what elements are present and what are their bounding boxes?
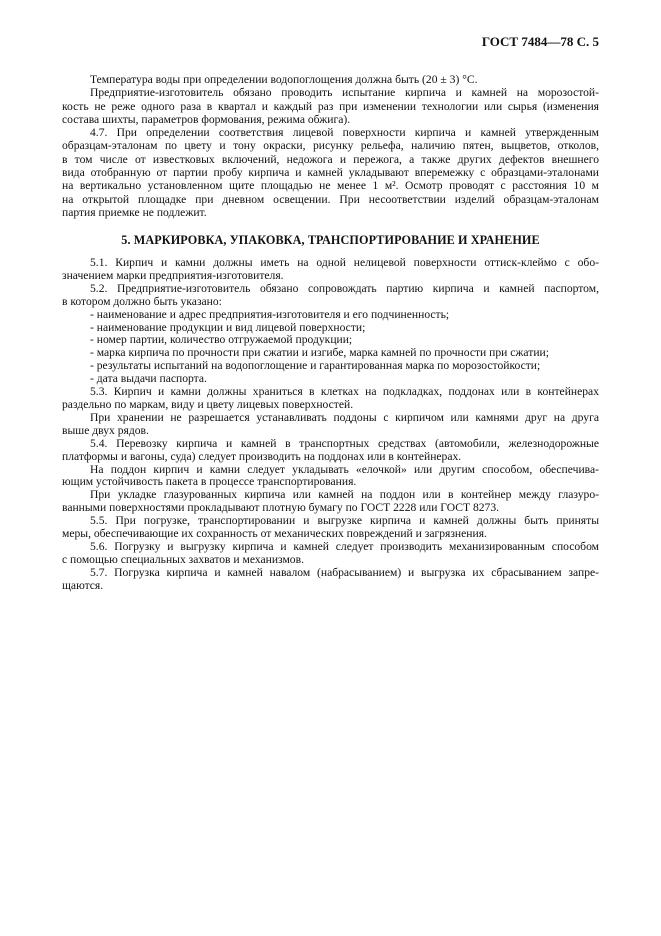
text-line: в том числе от известковых включений, недожога и пережога, а также других дефектов внешнего [62, 152, 599, 166]
text-line: состава шихты, параметров формования, режима обжига). [62, 112, 351, 126]
text-line: - результаты испытаний на водопоглощение и гарантированная марка по морозостойкости; [90, 359, 541, 373]
text-line: При укладке глазурованных кирпича или камней на поддон или в контейнер между глазуро- [90, 488, 599, 502]
text-line: на открытой площадке при дневном освещении. При несоответствии изделий образцам-эталонам [62, 192, 599, 206]
text-line: раздельно по маркам, виду и цвету лицевых поверхностей. [62, 397, 354, 411]
text-line: - марка кирпича по прочности при сжатии и изгибе, марка камней по прочности при сжатии; [90, 346, 549, 360]
text-line: на вертикально установленном щите площадью не менее 1 м². Осмотр проводят с расстояния 10 м [62, 179, 599, 193]
text-line: в котором должно быть указано: [62, 294, 222, 308]
paragraph [62, 515, 599, 541]
text-line: значением марки предприятия-изготовителя. [62, 268, 284, 282]
paragraph [62, 86, 599, 126]
paragraph [62, 309, 599, 322]
text-line: 5.2. Предприятие-изготовитель обязано сопровождать партию кирпича и камней паспортом, [90, 281, 599, 295]
paragraph [62, 489, 599, 515]
text-line: платформы и вагоны, суда) следует производить на поддонах или в контейнерах. [62, 449, 462, 463]
text-line: На поддон кирпич и камни следует укладывать «елочкой» или другим способом, обеспечива- [90, 462, 599, 476]
text-line: кость не реже одного раза в квартал и каждый раз при изменении технологии или сырья (изменения [62, 99, 599, 113]
text-line: образцам-эталонам по цвету и тону окраски, рисунку рельефа, наличию пятен, выцветов, отколов, [62, 139, 599, 153]
text-line: щаются. [62, 578, 104, 592]
paragraph [62, 257, 599, 283]
text-line: Температура воды при определении водопоглощения должна быть (20 ± 3) °С. [90, 73, 478, 86]
text-line: 5.7. Погрузка кирпича и камней навалом (набрасыванием) и выгрузка их сбрасыванием запре- [90, 565, 599, 579]
paragraph [62, 541, 599, 567]
paragraph [62, 73, 599, 86]
text-line: Предприятие-изготовитель обязано проводить испытание кирпича и камней на морозостой- [90, 86, 599, 100]
section-5-body [62, 257, 599, 593]
text-line: партия приемке не подлежит. [62, 205, 207, 219]
text-line: ванными поверхностями прокладывают плотную бумагу по ГОСТ 2228 или ГОСТ 8273. [62, 501, 500, 515]
text-line: - наименование и адрес предприятия-изготовителя и его подчиненность; [90, 307, 450, 321]
text-line: При хранении не разрешается устанавливать поддоны с кирпичом или камнями друг на друга [90, 410, 599, 424]
page-header: ГОСТ 7484—78 С. 5 [481, 34, 599, 49]
paragraph [62, 464, 599, 490]
text-line: - номер партии, количество отгружаемой продукции; [90, 333, 353, 347]
text-line: вида отобранную от партии пробу кирпича и камней укладывают вперемежку с образцами-эталонами [62, 166, 599, 180]
text-line: ющим устойчивость пакета в процессе транспортирования. [62, 475, 357, 489]
text-line: 5.1. Кирпич и камни должны иметь на одной нелицевой поверхности оттиск-клеймо с обо- [90, 256, 599, 269]
text-line: - наименование продукции и вид лицевой поверхности; [90, 320, 366, 334]
text-line: 4.7. При определении соответствия лицевой поверхности кирпича и камней утвержденным [90, 126, 599, 140]
text-line: 5.6. Погрузку и выгрузку кирпича и камней следует производить механизированным способом [90, 539, 599, 553]
section-heading: 5. МАРКИРОВКА, УПАКОВКА, ТРАНСПОРТИРОВАНИЕ И ХРАНЕНИЕ [121, 233, 540, 247]
text-line: с помощью специальных захватов и механизмов. [62, 552, 304, 566]
paragraph [62, 126, 599, 219]
text-line: выше двух рядов. [62, 423, 149, 437]
paragraph [62, 567, 599, 593]
section-4-continuation [62, 73, 599, 219]
paragraph [62, 386, 599, 412]
paragraph [62, 438, 599, 464]
text-line: - дата выдачи паспорта. [90, 372, 207, 386]
text-line: 5.3. Кирпич и камни должны храниться в клетках на подкладках, поддонах или в контейнерах [90, 385, 599, 399]
paragraph [62, 412, 599, 438]
paragraph [62, 283, 599, 309]
text-line: меры, обеспечивающие их сохранность от механических повреждений и загрязнения. [62, 527, 487, 541]
text-line: 5.5. При погрузке, транспортировании и выгрузке кирпича и камней должны быть приняты [90, 514, 599, 528]
text-line: 5.4. Перевозку кирпича и камней в транспортных средствах (автомобили, железнодорожные [90, 436, 599, 450]
